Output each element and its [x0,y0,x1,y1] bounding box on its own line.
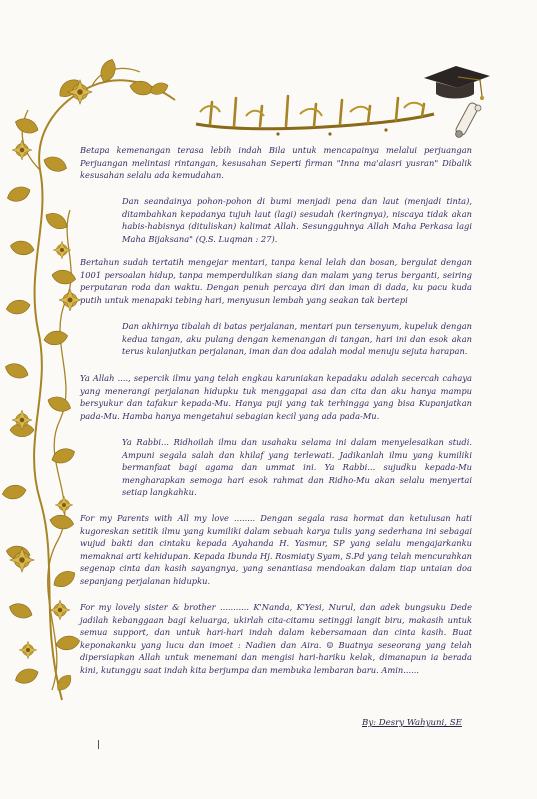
arabic-calligraphy [190,90,440,138]
parents-dedication-paragraph: For my Parents with All my love ........ Dengan segala rasa hormat dan ketulusan hati kugoreskan setitik ilmu yang kumiliki dalam sebuah karya tulis yang sederhana ini sebagai wujud bakti dan cintaku kepada Ayahanda H. Yasmur, SP yang selalu mengajarkanku memaknai arti kehidupan. Kepada Ibunda Hj. Rosmiaty Syam, S.Pd yang telah mencurahkan segenap cinta dan kasih sayangnya, yang senantiasa mendoakan dalam tiap untaian doa sepanjang perjalanan hidupku. [80,513,472,586]
quran-quote-paragraph: Dan seandainya pohon-pohon di bumi menjadi pena dan laut (menjadi tinta), ditambahkan kepadanya tujuh laut (lagi) sesudah (keringnya), niscaya tidak akan habis-habisnya (dituliskan) kalimat Allah. Sesungguhnya Allah Maha Perkasa lagi Maha Bijaksana" (Q.S. Luqman : 27). [122,196,472,244]
prayer-paragraph: Ya Allah ...., sepercik ilmu yang telah engkau karuniakan kepadaku adalah secercah cahaya yang menerangi perjalanan hidupku tuk menggapai asa dan cita dan aku hanya mampu bersyukur dan tafakur kepada-Mu. Hanya puji yang tak terhingga yang bisa Kupanjatkan pada-Mu. Hamba hanya mengetahui sebagian kecil yang ada pada-Mu. [80,373,472,421]
victory-paragraph: Dan akhirnya tibalah di batas perjalanan, mentari pun tersenyum, kupeluk dengan kedua tangan, aku pulang dengan kemenangan di tangan, hari ini dan esok akan terus kulanjutkan perjalanan, iman dan doa adalah modal menuju sejuta harapan. [122,321,472,357]
diploma-scroll-icon [455,102,481,138]
opening-paragraph: Betapa kemenangan terasa lebih indah Bila untuk mencapainya melalui perjuangan Perjuangan melintasi rintangan, kesusahan Seperti firman "Inna ma'alasri yusran" Dibalik kesusahan selalu ada kemudahan. [80,145,472,181]
siblings-dedication-paragraph: For my lovely sister & brother ........... K'Nanda, K'Yesi, Nurul, dan adek bungsuku Dede jadilah kebanggaan bagi keluarga, ukirlah cita-citamu setinggi langit biru, makasih untuk semua support, dan untuk hari-hari indah dalam kebersamaan dan cinta kasih. Buat keponakanku yang lucu dan imoet : Nadien dan Aira. ☺ Buatnya seseorang yang telah dipersiapkan Allah untuk menemani dan mengisi hari-hariku kelak, dimanapun ia berada kini, kutunggu saat indah kita berjumpa dan membuka lembaran baru. Amin...... [80,602,472,675]
signature: By: Desry Wahyuni, SE [362,718,462,728]
journey-paragraph: Bertahun sudah tertatih mengejar mentari, tanpa kenal lelah dan bosan, bergulat dengan 1001 persoalan hidup, tanpa memperdulikan siang dan malam yang terus berganti, seiring perputaran roda dan waktu. Dengan penuh percaya diri dan iman di dada, ku pacu kuda putih untuk menapaki tebing hari, menyusun lembah yang seakan tak bertepi [80,257,472,305]
ya-rabbi-paragraph: Ya Rabbi... Ridhoilah ilmu dan usahaku selama ini dalam menyelesaikan studi. Ampuni segala salah dan khilaf yang terlewati. Jadikanlah ilmu yang kumiliki bermanfaat bagi agama dan ummat ini. Ya Rabbi... sujudku kepada-Mu mengharapkan semoga hari esok rahmat dan Ridho-Mu akan selalu menyertai setiap langkahku. [122,437,472,498]
stray-mark [98,740,99,749]
graduation-cap-icon [422,62,492,142]
